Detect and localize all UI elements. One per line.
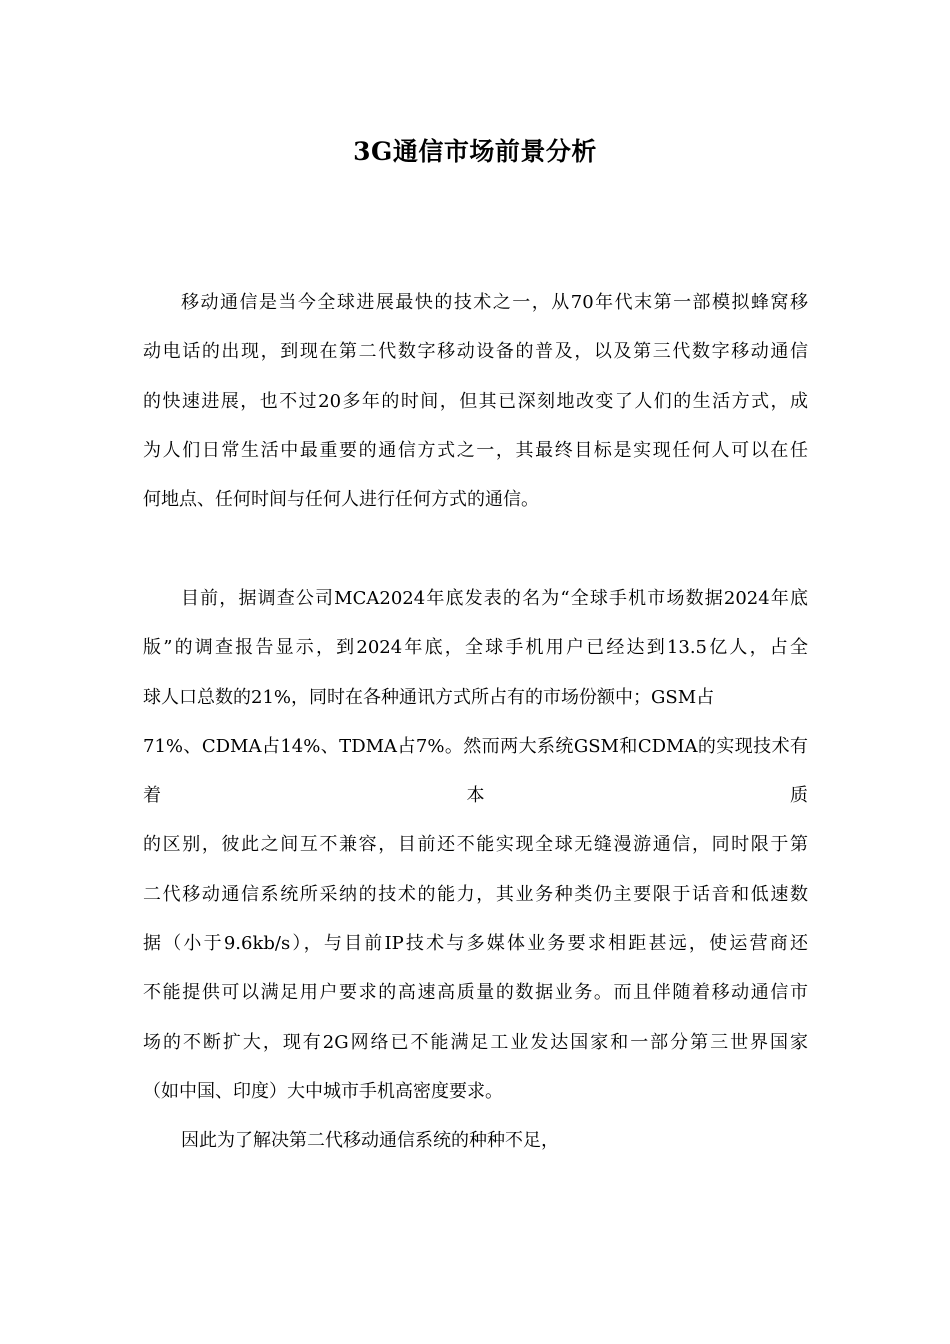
paragraph-mobile-communication-intro (143, 278, 808, 524)
paragraph-line: 动电话的出现，到现在第二代数字移动设备的普及，以及第三代数字移动通信 (143, 341, 808, 363)
paragraph-conclusion-start (143, 1116, 808, 1165)
paragraph-line: 二代移动通信系统所采纳的技术的能力，其业务种类仍主要限于话音和低速数 (143, 883, 808, 905)
paragraph-line: 版”的调查报告显示，到2024年底，全球手机用户已经达到13.5亿人，占全 (143, 637, 808, 659)
paragraph-line: 的快速进展，也不过20多年的时间，但其已深刻地改变了人们的生活方式，成 (143, 390, 808, 412)
paragraph-line: 为人们日常生活中最重要的通信方式之一，其最终目标是实现任何人可以在任 (143, 439, 808, 461)
paragraph-line: 目前，据调查公司MCA2024年底发表的名为“全球手机市场数据2024年底 (181, 588, 808, 609)
paragraph-line: 因此为了解决第二代移动通信系统的种种不足， (181, 1130, 559, 1151)
paragraph-line: 71%、CDMA占14%、TDMA占7%。然而两大系统GSM和CDMA的实现技术有着本质 (143, 735, 808, 807)
paragraph-line: 的区别，彼此之间互不兼容，目前还不能实现全球无缝漫游通信，同时限于第 (143, 834, 808, 856)
paragraph-line: 移动通信是当今全球进展最快的技术之一，从70年代末第一部模拟蜂窝移 (181, 292, 808, 313)
paragraph-line: 球人口总数的21%，同时在各种通讯方式所占有的市场份额中；GSM占 (143, 686, 715, 708)
paragraph-line: （如中国、印度）大中城市手机高密度要求。 (143, 1080, 503, 1102)
paragraph-line: 据（小于9.6kb/s），与目前IP技术与多媒体业务要求相距甚远，使运营商还 (143, 933, 808, 955)
paragraph-market-survey (143, 574, 808, 1116)
document-title: 3G通信市场前景分析 (353, 137, 597, 166)
paragraph-line: 场的不断扩大，现有2G网络已不能满足工业发达国家和一部分第三世界国家 (143, 1031, 808, 1053)
paragraph-line: 不能提供可以满足用户要求的高速高质量的数据业务。而且伴随着移动通信市 (143, 982, 808, 1004)
paragraph-line: 何地点、任何时间与任何人进行任何方式的通信。 (143, 489, 539, 511)
